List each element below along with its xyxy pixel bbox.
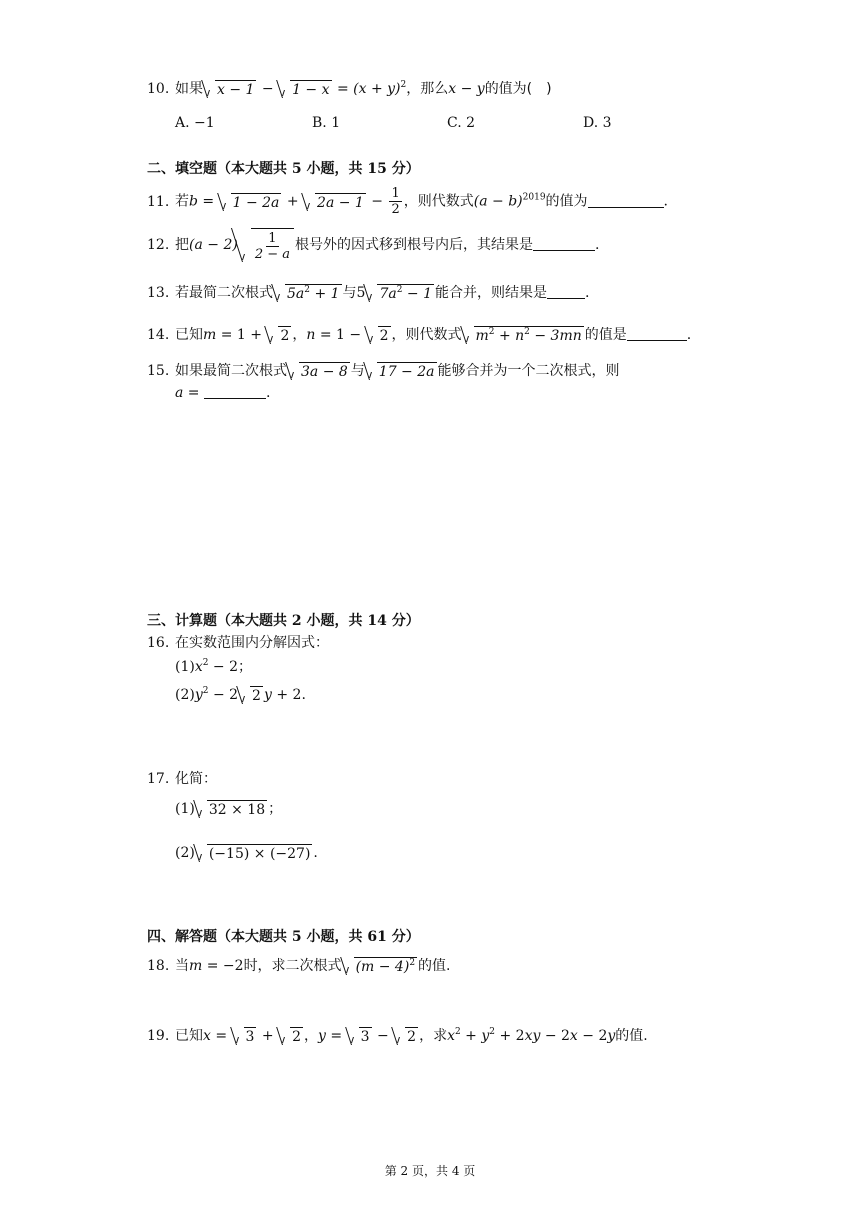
sqrt-expression: x − 1 xyxy=(204,80,256,98)
question-16-part-2: $(2)y^2 - 2$ 2 y + 2. xyxy=(175,686,306,704)
section-heading-calculation: 三、计算题（本大题共 2 小题，共 14 分） xyxy=(147,613,420,629)
question-19: 19. 已知x = 3 + 2 ，y = 3 − 2 ，求$x^2 + y^2 + 2xy - 2x - 2y$的值. xyxy=(147,1027,648,1045)
question-10: 10. 如果 $x - 1 - 1 - x = (x + y)^2$，那么x − y的值为( ) xyxy=(147,80,552,98)
question-17-part-2: (2) (−15) × (−27) . xyxy=(175,845,318,862)
option-c: C. 2 xyxy=(447,115,476,131)
answer-blank[interactable] xyxy=(204,384,266,399)
question-16: 16. 在实数范围内分解因式： xyxy=(147,635,329,651)
question-14: 14. 已知m = 1 + 2 ，n = 1 − 2 ，则代数式 $m^2 + n^2 - 3mn$ 的值是 . xyxy=(147,327,692,344)
question-17-part-1: (1) 32 × 18 ； xyxy=(175,801,283,818)
question-16-part-1: $(1)x^2 - 2$； xyxy=(175,658,253,675)
page-footer: 第 2 页，共 4 页 xyxy=(384,1164,476,1178)
question-15: 15. 如果最简二次根式 3a − 8 与 17 − 2a 能够合并为一个二次根式，则 xyxy=(147,363,620,380)
question-number: 10. xyxy=(147,81,170,97)
answer-blank[interactable] xyxy=(627,326,687,341)
section-heading-answer: 四、解答题（本大题共 5 小题，共 61 分） xyxy=(147,929,420,945)
sqrt-expression: 1 − x xyxy=(279,80,331,98)
question-15-line2: a = . xyxy=(175,385,271,401)
section-heading-fill-in: 二、填空题（本大题共 5 小题，共 15 分） xyxy=(147,161,420,177)
question-11: 11. 若b = 1 − 2a + 2a − 1 − $\frac{1}{2}$ ，则代数式$(a - b)^{2019}$的值为 . xyxy=(147,186,668,217)
answer-blank[interactable] xyxy=(533,236,595,251)
answer-blank[interactable] xyxy=(588,193,664,208)
question-17: 17. 化简： xyxy=(147,771,217,787)
option-d: D. 3 xyxy=(583,115,612,131)
question-12: 12. 把(a − 2) $\frac{1}{2 - a}$ 根号外的因式移到根号内后，其结果是 . xyxy=(147,228,599,262)
option-a: A. −1 xyxy=(175,115,215,131)
question-18: 18. 当m = −2时，求二次根式 $(m - 4)^2$ 的值. xyxy=(147,958,451,975)
answer-blank[interactable] xyxy=(547,284,585,299)
option-b: B. 1 xyxy=(312,115,341,131)
question-13: 13. 若最简二次根式 $5a^2 + 1$ 与5 $7a^2 - 1$ 能合并，则结果是 . xyxy=(147,285,590,302)
